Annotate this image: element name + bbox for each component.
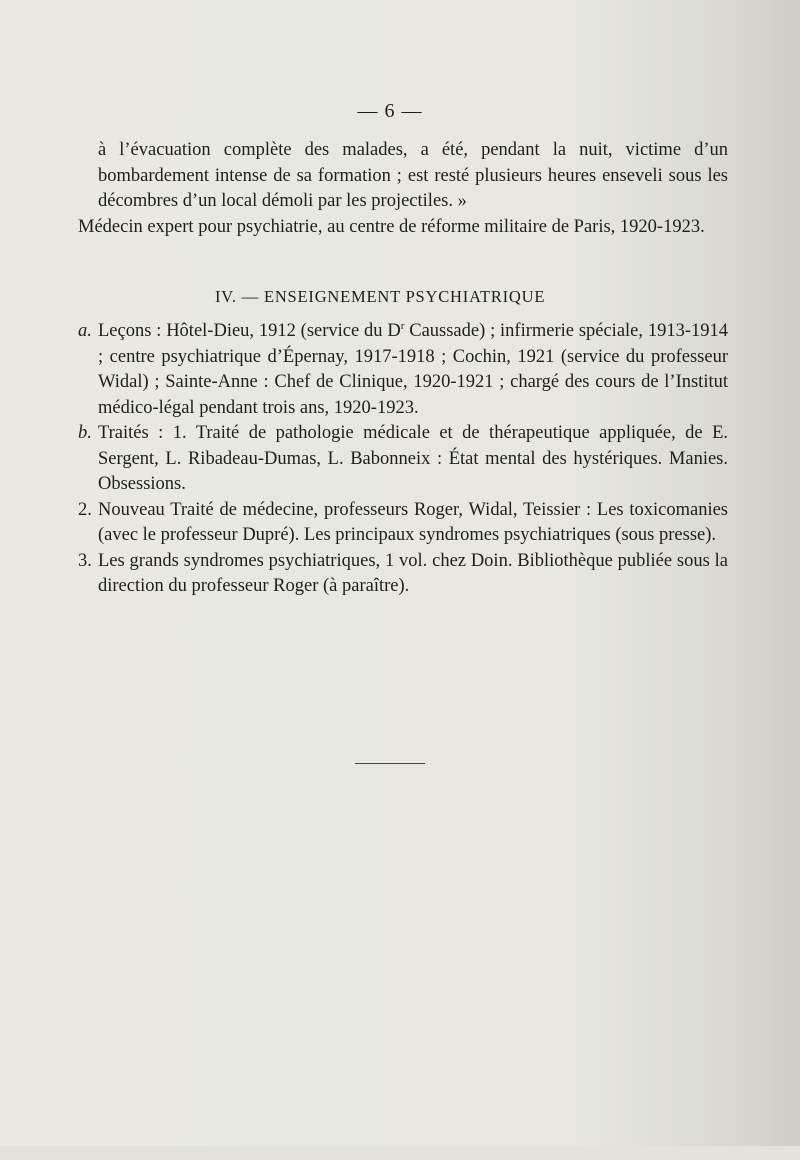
intro-block xyxy=(78,138,728,240)
item-label-3: 3. xyxy=(78,550,92,571)
intro-paragraph-1: à l’évacuation complète des malades, a été, pendant la nuit, victime d’un bombardement intense de sa formation ; est resté plusieurs heures enseveli sous les décombres d’un local démoli par les projectiles. » xyxy=(98,140,728,211)
item-b-text: Traités : 1. Traité de pathologie médicale et de thérapeutique appliquée, de E. Sergent, L. Ribadeau-Dumas, L. Babonneix : État mental des hystériques. Manies. Obsessions. xyxy=(98,423,728,494)
list-item-a xyxy=(78,319,728,421)
item-2-text: Nouveau Traité de médecine, professeurs Roger, Widal, Teissier : Les toxicomanies (avec le professeur Dupré). Les principaux syndromes psychiatriques (sous presse). xyxy=(98,499,728,545)
item-a-text-2: Caussade) ; infirmerie spéciale, 1913-1914 ; centre psychiatrique d’Épernay, 1917-1918 ; Cochin, 1921 (service du professeur Widal) ; Sainte-Anne : Chef de Clinique, 1920-1921 ; chargé des cours de l’Institut médico-légal pendant trois ans, 1920-1923. xyxy=(98,321,728,418)
item-label-b: b. xyxy=(78,423,92,443)
list-item-b xyxy=(78,421,728,498)
bleed-through-text xyxy=(75,640,755,1160)
item-3-text: Les grands syndromes psychiatriques, 1 vol. chez Doin. Bibliothèque publiée sous la direction du professeur Roger (à paraître). xyxy=(98,550,728,596)
list-item-3 xyxy=(78,549,728,600)
end-divider xyxy=(355,763,425,764)
page-number: — 6 — xyxy=(357,100,423,122)
items-block xyxy=(78,319,728,600)
list-item-2 xyxy=(78,498,728,549)
item-a-superscript: r xyxy=(400,319,405,332)
item-a-text-1: Leçons : Hôtel-Dieu, 1912 (service du D xyxy=(98,321,401,341)
section-heading: IV. — ENSEIGNEMENT PSYCHIATRIQUE xyxy=(215,287,546,306)
item-label-2: 2. xyxy=(78,499,92,520)
item-label-a: a. xyxy=(78,321,92,341)
intro-paragraph-2: Médecin expert pour psychiatrie, au centre de réforme militaire de Paris, 1920-1923. xyxy=(78,216,705,237)
